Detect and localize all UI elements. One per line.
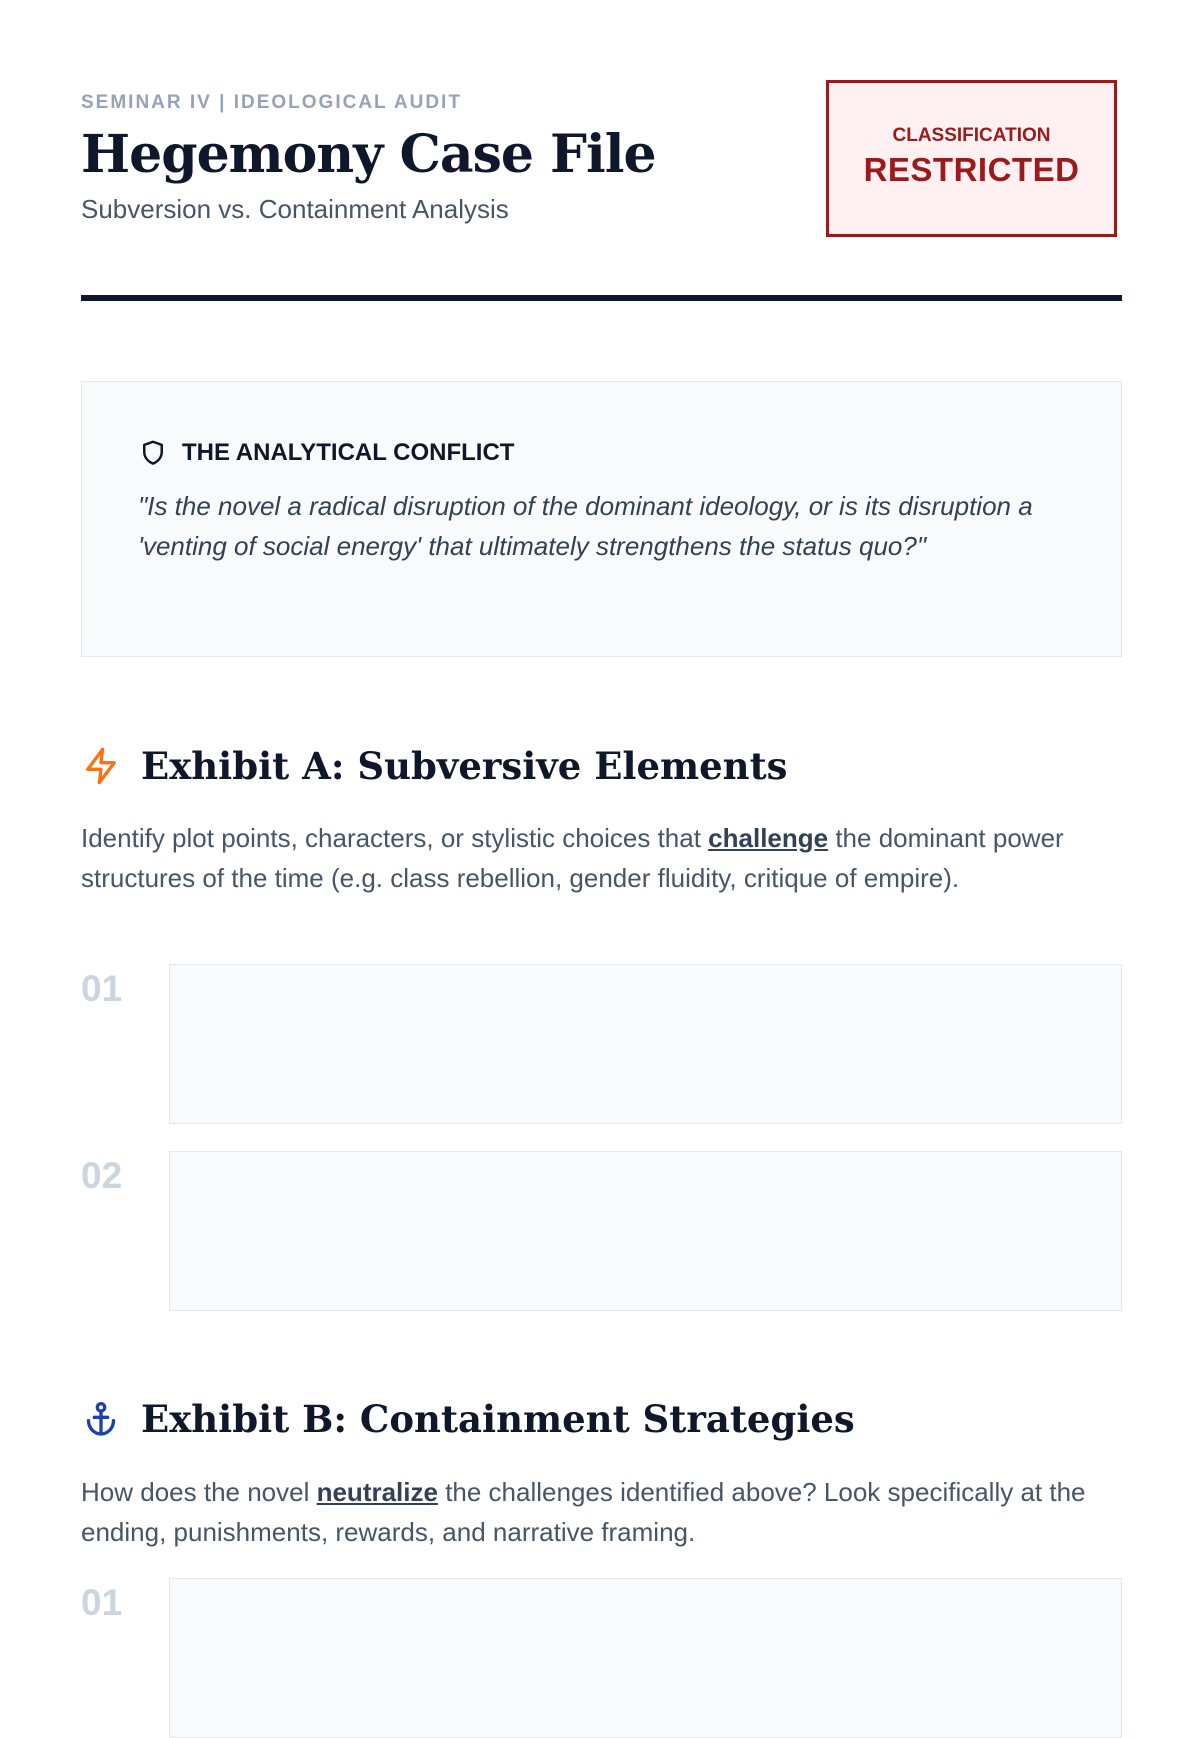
exhibit-a-emphasis: challenge: [708, 823, 829, 853]
exhibit-a-entry-field-1[interactable]: [169, 964, 1122, 1124]
page-header: [81, 80, 1122, 302]
classification-label: CLASSIFICATION: [892, 125, 1051, 146]
exhibit-a-entry: [81, 1151, 1122, 1311]
shield-icon: [138, 438, 168, 468]
exhibit-a-desc-end: the dominant power structures of the time (e.g. class rebellion, gender fluidity, critique of empire).: [81, 823, 1064, 893]
page-title: Hegemony Case File: [81, 124, 656, 185]
exhibit-a-title: Exhibit A: Subversive Elements: [141, 744, 788, 788]
exhibit-b-desc-end: the challenges identified above? Look specifically at the ending, punishments, rewards, and narrative framing.: [81, 1477, 1086, 1547]
exhibit-a-desc-start: Identify plot points, characters, or stylistic choices that: [81, 823, 709, 853]
classification-value: RESTRICTED: [863, 151, 1080, 188]
classification-stamp: [826, 80, 1117, 237]
entry-number: 02: [81, 1155, 123, 1196]
exhibit-b-heading: [81, 1397, 855, 1441]
header-divider: [81, 295, 1122, 301]
exhibit-b-emphasis: neutralize: [316, 1477, 438, 1507]
entry-number: 01: [81, 968, 123, 1009]
seminar-eyebrow: SEMINAR IV | IDEOLOGICAL AUDIT: [81, 92, 462, 113]
exhibit-b-desc-start: How does the novel: [81, 1477, 317, 1507]
exhibit-a-description: [81, 818, 1122, 898]
exhibit-a-entry-field-2[interactable]: [169, 1151, 1122, 1311]
analytical-conflict-box: [81, 381, 1122, 657]
conflict-title: THE ANALYTICAL CONFLICT: [182, 439, 515, 466]
exhibit-b-title: Exhibit B: Containment Strategies: [141, 1397, 855, 1441]
conflict-quote: "Is the novel a radical disruption of the dominant ideology, or is its disruption a 'venting of social energy' that ultimately strengthens the status quo?": [138, 491, 1033, 561]
entry-number: 01: [81, 1582, 123, 1623]
page-subtitle: Subversion vs. Containment Analysis: [81, 194, 509, 224]
exhibit-b-description: [81, 1472, 1122, 1552]
exhibit-b-entry-field-1[interactable]: [169, 1578, 1122, 1738]
lightning-icon: [81, 746, 121, 786]
exhibit-a-entry: [81, 964, 1122, 1124]
exhibit-b-entry: [81, 1578, 1122, 1738]
conflict-heading: [138, 438, 514, 468]
anchor-icon: [81, 1399, 121, 1439]
exhibit-a-heading: [81, 744, 788, 788]
